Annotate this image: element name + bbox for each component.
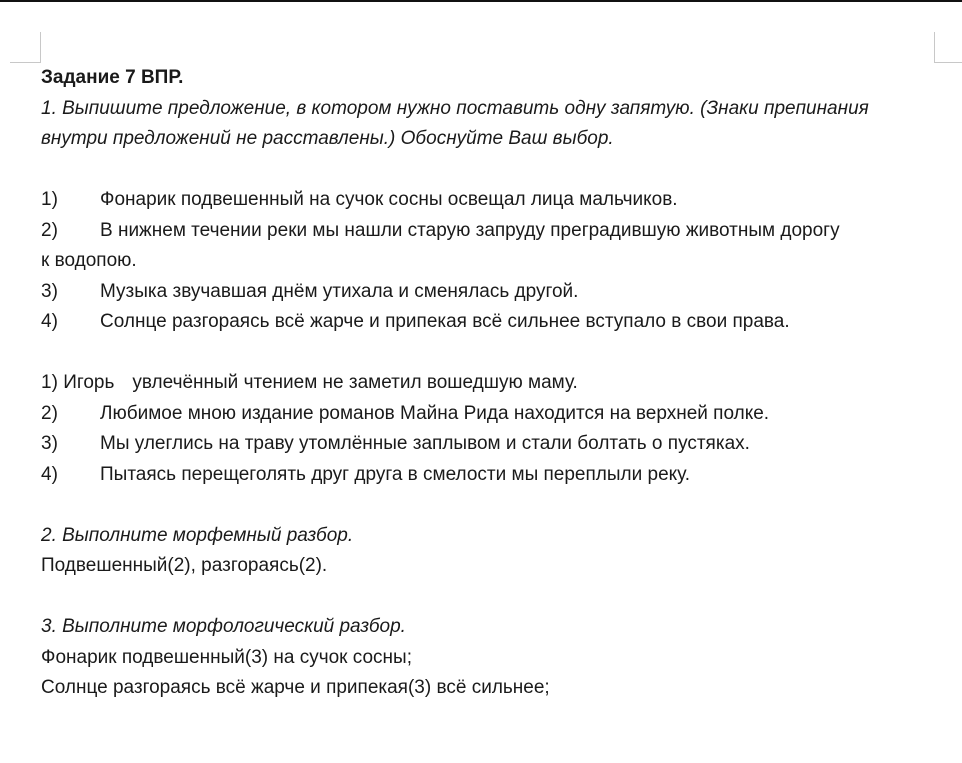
- document-title: Задание 7 ВПР.: [41, 67, 184, 88]
- blank-line: [41, 155, 946, 186]
- set-a-item-2: [41, 216, 946, 247]
- top-border: [0, 0, 962, 2]
- set-b-item-4: [41, 460, 946, 491]
- page-corner-mark-left: [10, 32, 41, 63]
- task3-line1: Фонарик подвешенный(3) на сучок сосны;: [41, 646, 412, 668]
- set-a-item-1: [41, 185, 946, 216]
- set-a-item-2-continuation: к водопою.: [41, 250, 137, 271]
- item-text: Любимое мною издание романов Майна Рида находится на верхней полке.: [100, 402, 770, 424]
- task2-words: Подвешенный(2), разгораясь(2).: [41, 555, 328, 576]
- item-text: Мы улеглись на траву утомлённые заплывом и стали болтать о пустяках.: [100, 433, 750, 454]
- document-page: [41, 63, 946, 704]
- item-text: Музыка звучавшая днём утихала и сменялась другой.: [100, 280, 579, 302]
- task1-prompt-line2: внутри предложений не расставлены.) Обоснуйте Ваш выбор.: [41, 128, 614, 149]
- task3-prompt: 3. Выполните морфологический разбор.: [41, 616, 406, 637]
- item-number: 3): [41, 433, 58, 454]
- item-number: 2): [41, 402, 58, 424]
- task2-prompt: 2. Выполните морфемный разбор.: [41, 524, 354, 546]
- item-number: 4): [41, 311, 58, 332]
- task1-prompt-line1: 1. Выпишите предложение, в котором нужно поставить одну запятую. (Знаки препинания: [41, 97, 869, 119]
- item-text: В нижнем течении реки мы нашли старую запруду преградившую животным дорогу: [100, 219, 840, 241]
- set-a-item-3: [41, 277, 946, 308]
- item-number: 1): [41, 189, 58, 210]
- page-corner-mark-right: [934, 32, 962, 63]
- blank-line: [41, 582, 946, 613]
- set-a-item-4: [41, 307, 946, 338]
- set-b-item-3: [41, 429, 946, 460]
- task3-line2: Солнце разгораясь всё жарче и припекая(3) всё сильнее;: [41, 677, 550, 698]
- set-b-item-2: [41, 399, 946, 430]
- item-number: 3): [41, 280, 58, 302]
- item-text: Солнце разгораясь всё жарче и припекая всё сильнее вступало в свои права.: [100, 311, 790, 332]
- blank-line: [41, 490, 946, 521]
- blank-line: [41, 338, 946, 369]
- item-text: увлечённый чтением не заметил вошедшую маму.: [132, 372, 578, 393]
- item-text: Фонарик подвешенный на сучок сосны освещал лица мальчиков.: [100, 189, 678, 210]
- set-b-item-1: [41, 368, 946, 399]
- item-number: 1): [41, 372, 58, 393]
- item-text: Пытаясь перещеголять друг друга в смелости мы переплыли реку.: [100, 463, 691, 485]
- item-first-word: Игорь: [63, 372, 115, 393]
- item-number: 2): [41, 219, 58, 241]
- item-number: 4): [41, 463, 58, 485]
